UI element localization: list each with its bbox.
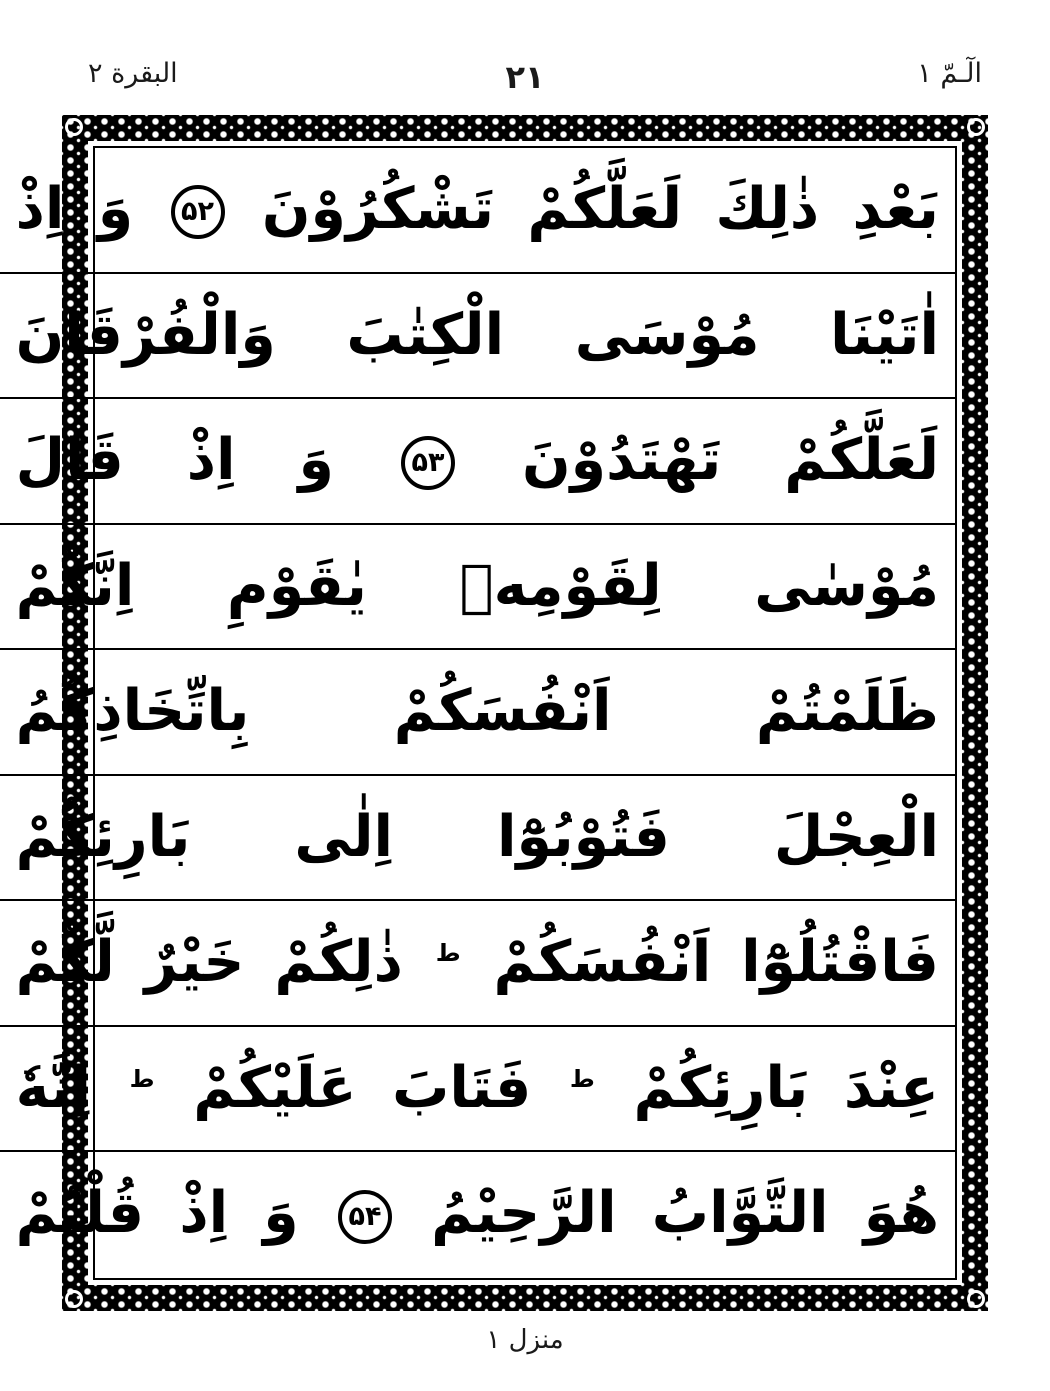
juz-label: الٓـمّ ۱ — [917, 58, 982, 89]
corner-ornament-icon — [65, 118, 83, 136]
corner-ornament-icon — [65, 1290, 83, 1308]
paper — [15, 141, 962, 1285]
ayah-text: الْعِجْلَ فَتُوْبُوْٓا اِلٰى بَارِئِكُمْ — [15, 803, 939, 870]
ayah-text: ذٰلِكُمْ خَيْرٌ لَّكُمْ — [15, 929, 403, 996]
stop-sign: ط — [129, 1064, 155, 1093]
page-number: ۲۱ — [505, 58, 545, 96]
ayah-text: بَعْدِ ذٰلِكَ لَعَلَّكُمْ تَشْكُرُوْنَ — [261, 176, 939, 242]
ayah-text: لَعَلَّكُمْ تَهْتَدُوْنَ — [521, 427, 939, 494]
corner-ornament-icon — [967, 1290, 985, 1308]
quran-line — [0, 1027, 955, 1153]
text-block — [15, 146, 957, 1280]
ayah-text: فَاقْتُلُوْٓا اَنْفُسَكُمْ — [493, 929, 939, 996]
ayah-text: وَ اِذْ قَالَ — [15, 427, 334, 494]
ayah-text: اِنَّهٗ — [15, 1054, 92, 1121]
surah-label: البقرة ۲ — [88, 58, 178, 89]
quran-line — [0, 399, 955, 525]
ayah-text: اٰتَيْنَا مُوْسَى الْكِتٰبَ وَالْفُرْقَانَ — [15, 301, 939, 368]
quran-line — [0, 776, 955, 902]
quran-line — [0, 148, 955, 274]
verse-marker: ۵۴ — [338, 1190, 392, 1244]
quran-line — [0, 650, 955, 776]
ayah-text: عِنْدَ بَارِئِكُمْ — [633, 1054, 939, 1121]
quran-line — [0, 525, 955, 651]
quran-line — [0, 901, 955, 1027]
stop-sign: ط — [435, 939, 461, 968]
corner-ornament-icon — [967, 118, 985, 136]
ayah-text: مُوْسٰى لِقَوْمِهٖ يٰقَوْمِ اِنَّكُمْ — [15, 552, 939, 619]
manzil-label: منزل ۱ — [486, 1325, 564, 1355]
verse-marker: ۵۲ — [171, 185, 225, 239]
ayah-text: فَتَابَ عَلَيْكُمْ — [193, 1054, 532, 1121]
ayah-text: ظَلَمْتُمْ اَنْفُسَكُمْ بِاتِّخَاذِكُمُ — [15, 678, 939, 745]
ornamental-frame — [15, 115, 988, 1311]
ayah-text: وَ اِذْ — [15, 176, 134, 242]
stop-sign: ط — [569, 1064, 595, 1093]
verse-marker: ۵۳ — [401, 436, 455, 490]
quran-line — [0, 274, 955, 400]
ayah-text: هُوَ التَّوَّابُ الرَّحِيْمُ — [431, 1180, 940, 1247]
quran-line — [0, 1152, 955, 1278]
ayah-text: وَ اِذْ قُلْتُمْ — [15, 1180, 299, 1247]
